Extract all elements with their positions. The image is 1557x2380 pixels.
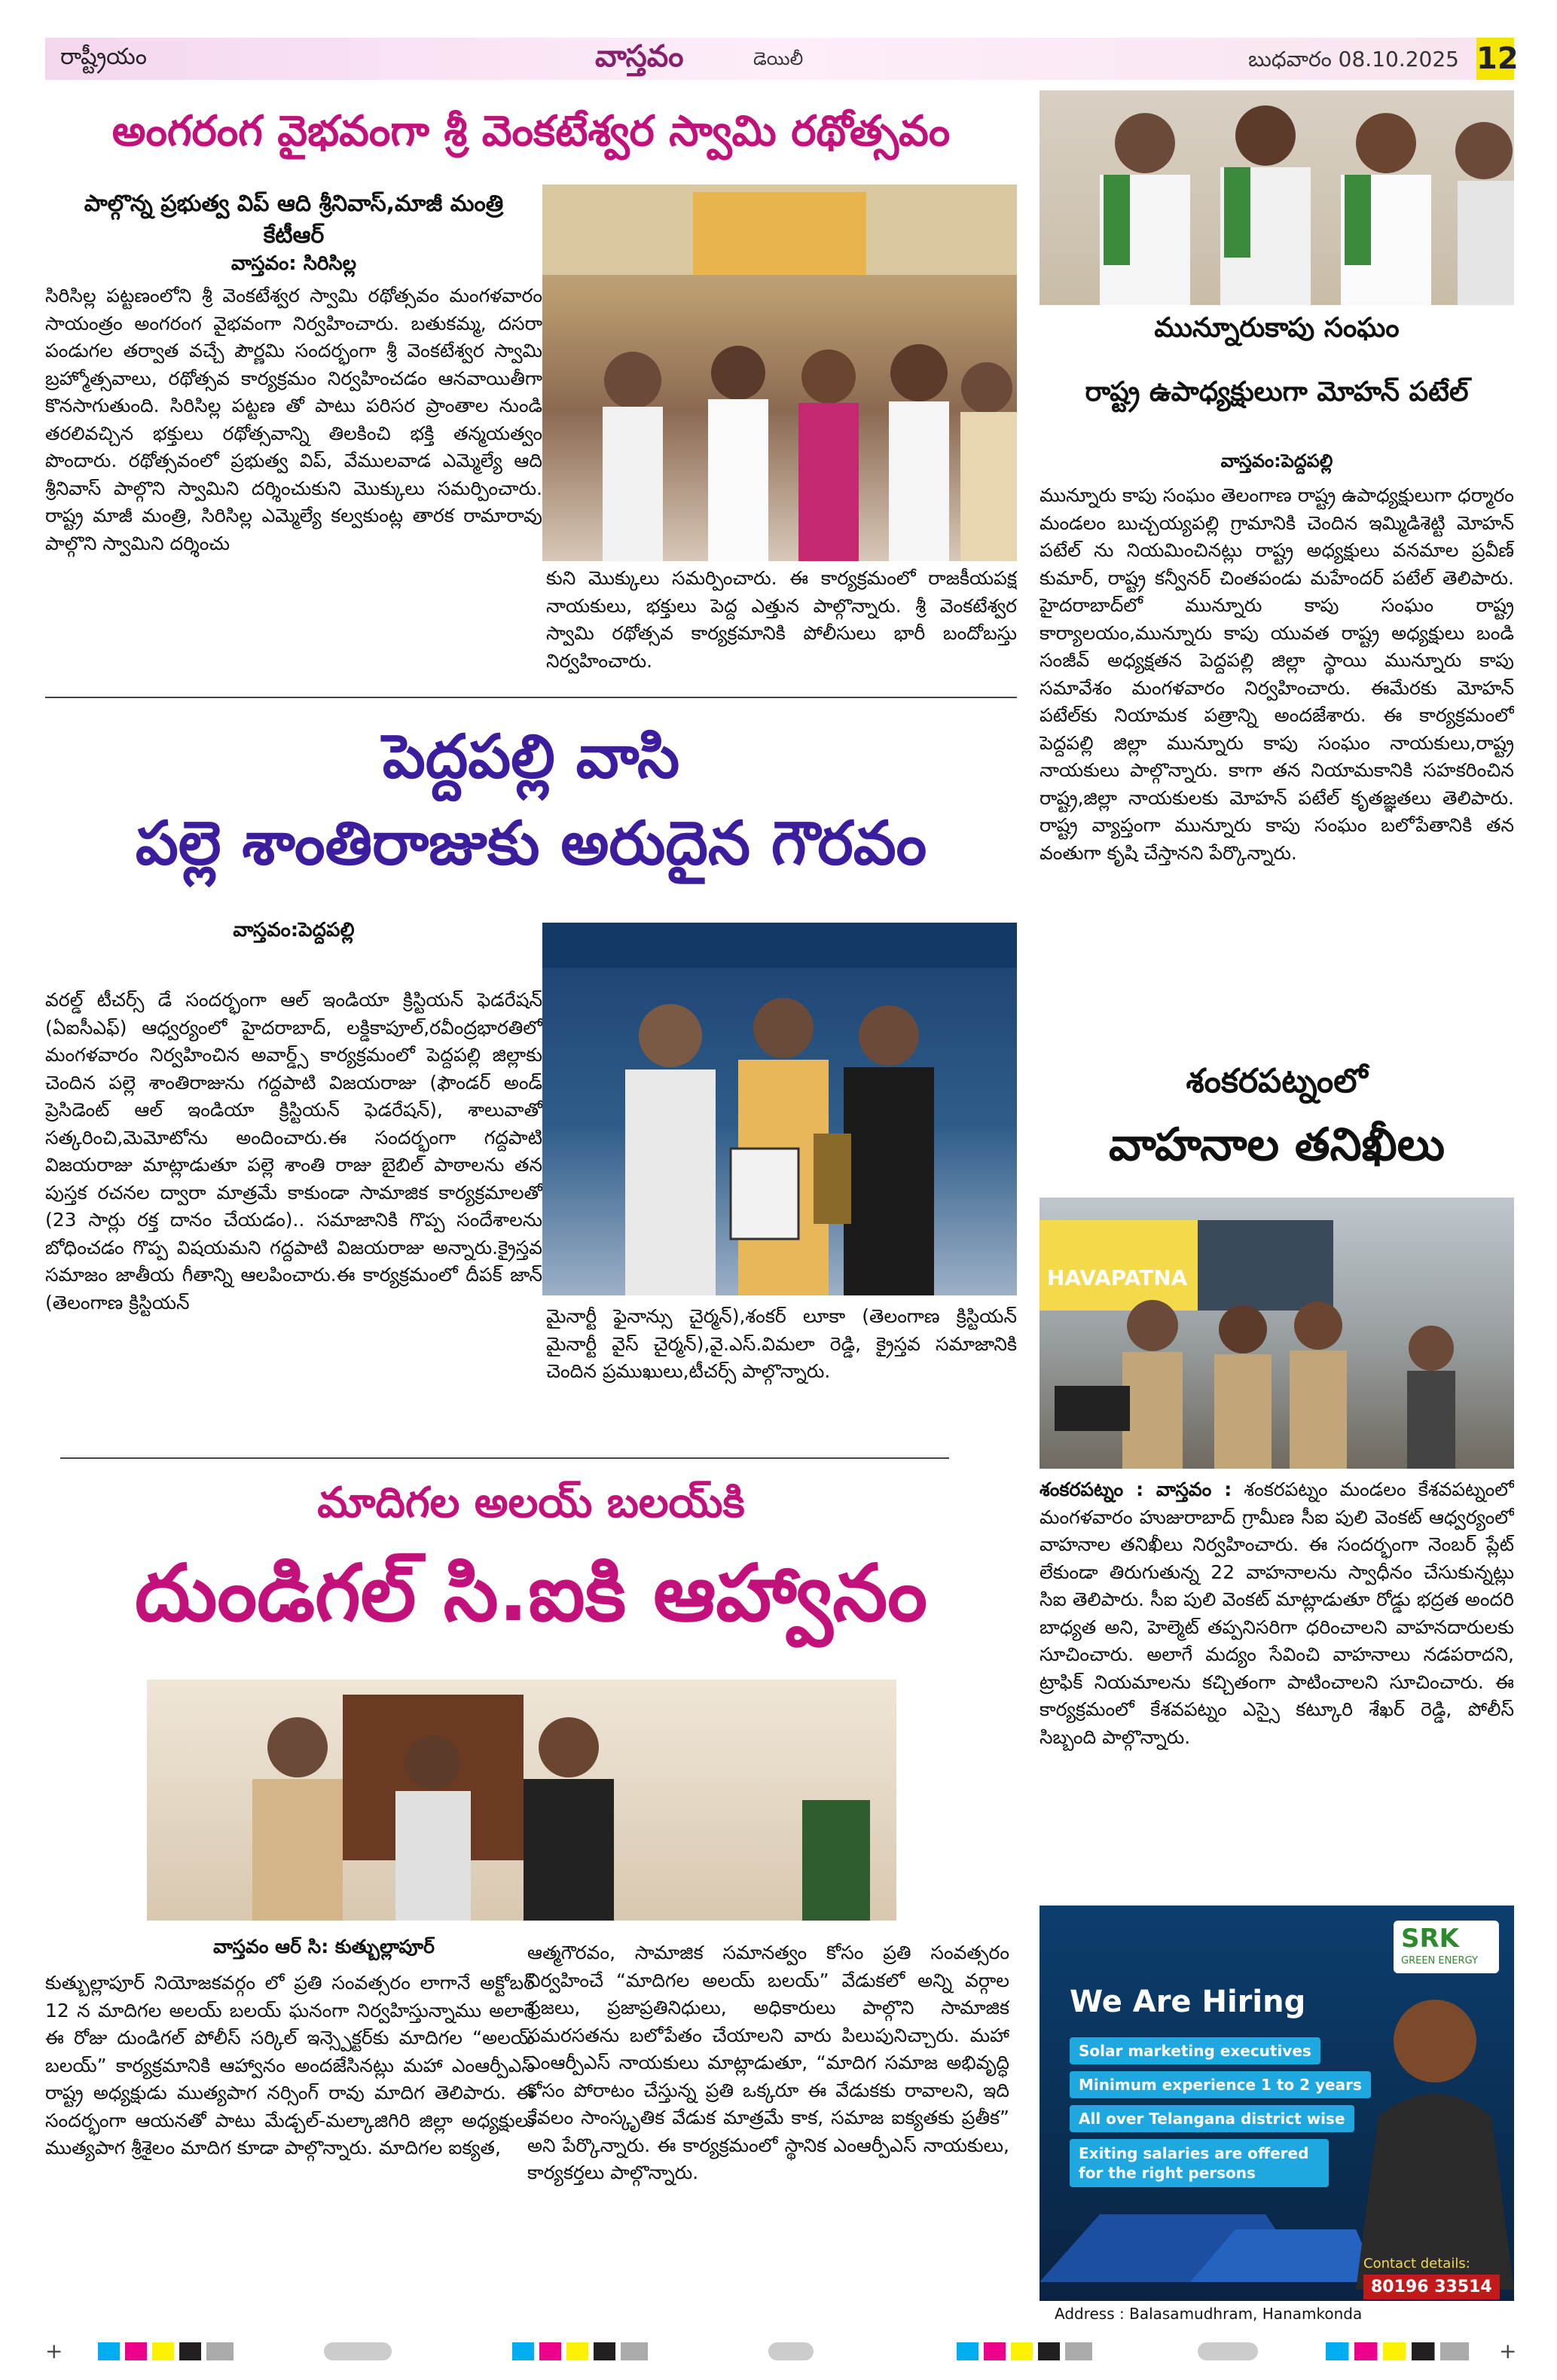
registration-mark: + <box>45 2339 63 2363</box>
photo-illustration <box>542 185 1017 561</box>
color-bar <box>957 2342 1092 2360</box>
color-bar <box>98 2342 234 2360</box>
section-label: రాష్ట్రీయం <box>60 44 147 70</box>
photo-illustration <box>542 923 1017 1295</box>
divider <box>45 697 1017 698</box>
story2-headline-line2: పల్లె శాంతిరాజుకు అరుదైన గౌరవం <box>135 808 927 878</box>
story3-dateline: వాస్తవం ఆర్ సి: కుత్బుల్లాపూర్ <box>213 1936 435 1957</box>
ad-address: Address : Balasamudhram, Hanamkonda <box>1040 2301 1514 2327</box>
ad-contact-label: Contact details: <box>1363 2256 1470 2272</box>
photo-shop-sign: HAVAPATNA <box>1047 1265 1188 1290</box>
story5-body <box>1040 1476 1514 1872</box>
story5-body-text: శంకరపట్నం మండలం కేశవపట్నంలో మంగళవారం హుజురాబాద్ గ్రామీణ సీఐ పులి వెంకట్ ఆధ్వర్యంలో వాహనాల తనిఖీలు నిర్వహించారు. ఈ సందర్భంగా నెంబర్ ప్లేట్ లేకుండా తిరుగుతున్న 22 వాహనాలను స్వాధీనం చేసుకున్నట్లు సిఐ తెలిపారు. సీఐ పులి వెంకట్ మాట్లాడుతూ రోడ్డు భద్రత అందరి బాధ్యత అని, హెల్మెట్ తప్పనిసరిగా ధరించాలని వాహనదారులకు సూచించారు. అలాగే మద్యం సేవించి వాహనాలు నడపరాదని, ట్రాఫిక్ నియమాలను కచ్చితంగా పాటించాలని సూచించారు. ఈ కార్యక్రమంలో కేశవపట్నం ఎస్సై కట్కూరి శేఖర్ రెడ్డి, పోలీస్ సిబ్బంది పాల్గొన్నారు. <box>1040 1478 1514 1748</box>
story2-body-right: మైనార్టీ ఫైనాన్సు చైర్మన్),శంకర్ లూకా (తెలంగాణ క్రిస్టియన్ మైనార్టీ వైస్ చైర్మన్),వై.ఎస్.విమలా రెడ్డి, క్రైస్తవ సమాజానికి చెందిన ప్రముఖులు,టీచర్స్ పాల్గొన్నారు. <box>546 1305 1017 1382</box>
story1-headline: అంగరంగ వైభవంగా శ్రీ వెంకటేశ్వర స్వామి రథోత్సవం <box>111 107 951 156</box>
ad-logo <box>1394 1921 1499 1973</box>
ad-bullet: Exiting salaries are offered for the right persons <box>1070 2139 1329 2187</box>
story3-headline: దుండిగల్ సి.ఐకి ఆహ్వానం <box>134 1547 928 1639</box>
story1-dateline: వాస్తవం: సిరిసిల్ల <box>230 252 357 275</box>
story1-subhead: పాల్గొన్న ప్రభుత్వ విప్ ఆది శ్రీనివాస్,మాజీ మంత్రి కేటీఆర్ <box>84 191 504 249</box>
story2-headline-line1: పెద్దపల్లి వాసి <box>382 722 680 792</box>
woman-illustration <box>1356 1988 1514 2290</box>
page-header <box>45 38 1512 80</box>
story4-headline-line1: మున్నూరుకాపు సంఘం <box>1154 313 1400 343</box>
story3-kicker: మాదిగల అలయ్ బలయ్‌కి <box>317 1478 745 1527</box>
story5-headline-line2: వాహనాల తనిఖీలు <box>1108 1118 1446 1171</box>
story5-headline-line1: శంకరపట్నంలో <box>1186 1062 1368 1100</box>
story3-body-left: కుత్బుల్లాపూర్ నియోజకవర్గం లో ప్రతి సంవత్సరం లాగానే అక్టోబర్ 12 న మాదిగల అలయ్ బలయ్ ఘనంగా నిర్వహిస్తున్నాము అలాగే ఈ రోజు దుండిగల్ పోలీస్ సర్కిల్ ఇన్స్పెక్టర్‌కు మాదిగల “అలయ్ బలయ్” కార్యక్రమానికి ఆహ్వానం అందజేసినట్లు మహా ఎంఆర్పీఎస్ రాష్ట్ర అధ్యక్షుడు ముత్యపాగ నర్సింగ్ రావు మాదిగ తెలిపారు. ఈ సందర్భంగా ఆయనతో పాటు మేడ్చల్-మల్కాజిగిరి జిల్లా అధ్యక్షులు ముత్యపాగ శ్రీశైలం మాదిగ కూడా పాల్గొన్నారు. మాదిగల ఐక్యత, <box>45 1972 535 2159</box>
color-bar <box>512 2342 648 2360</box>
munnuru-kapu-photo <box>1040 90 1514 305</box>
story4-dateline: వాస్తవం:పెద్దపల్లి <box>1220 450 1333 471</box>
story2-dateline: వాస్తవం:పెద్దపల్లి <box>233 919 355 941</box>
award-ceremony-photo <box>542 923 1017 1295</box>
ad-bullet: Minimum experience 1 to 2 years <box>1070 2071 1371 2098</box>
color-bar <box>324 2342 392 2360</box>
color-bar <box>768 2342 814 2360</box>
newspaper-masthead: వాస్తవం <box>595 39 684 74</box>
solar-panels-illustration <box>1040 2199 1378 2282</box>
photo-illustration <box>1040 1198 1514 1469</box>
story1-body-right: కుని మొక్కులు సమర్పించారు. ఈ కార్యక్రమంలో రాజకీయపక్ష నాయకులు, భక్తులు పెద్ద ఎత్తున పాల్గొన్నారు. శ్రీ వెంకటేశ్వర స్వామి రథోత్సవ కార్యక్రమానికి పోలీసులు భారీ బందోబస్తు నిర్వహించారు. <box>546 567 1017 672</box>
masthead-tag: డెయిలీ <box>753 48 804 69</box>
story2-body-left: వరల్డ్ టీచర్స్ డే సందర్భంగా ఆల్ ఇండియా క్రిస్టియన్ ఫెడరేషన్ (ఏఐసీఎఫ్) ఆధ్వర్యంలో హైదరాబాద్, లక్డికాపూల్,రవీంద్రభారతిలో మంగళవారం నిర్వహించిన అవార్డ్స్ కార్యక్రమంలో పెద్దపల్లి జిల్లాకు చెందిన పల్లె శాంతిరాజును గద్దపాటి విజయరాజు (ఫౌండర్ అండ్ ప్రెసిడెంట్ ఆల్ ఇండియా క్రిస్టియన్ ఫెడరేషన్), శాలువాతో సత్కరించి,మెమోటోను అందించారు.ఈ సందర్భంగా గద్దపాటి విజయరాజు మాట్లాడుతూ పల్లె శాంతి రాజు బైబిల్ పాఠాలను తన పుస్తక రచనల ద్వారా మాత్రమే కాకుండా సామాజిక కార్యక్రమాలతో (23 సార్లు రక్త దానం చేయడం).. సమాజానికి గొప్ప సందేశాలను బోధించడం గొప్ప విషయమని గద్దపాటి విజయరాజు అన్నారు.క్రైస్తవ సమాజం జాతీయ గీతాన్ని ఆలపించారు.ఈ కార్యక్రమంలో దీపక్ జాన్ (తెలంగాణ క్రిస్టియన్ <box>45 989 542 1314</box>
color-bar <box>1326 2342 1469 2360</box>
color-bar <box>1198 2342 1258 2360</box>
issue-date: బుధవారం 08.10.2025 <box>1248 47 1459 72</box>
ad-bullet: All over Telangana district wise <box>1070 2105 1354 2132</box>
photo-illustration <box>147 1680 896 1921</box>
temple-festival-photo <box>542 185 1017 561</box>
ad-brand-sub: GREEN ENERGY <box>1401 1955 1478 1967</box>
photo-illustration <box>1040 90 1514 305</box>
ad-bullet: Solar marketing executives <box>1070 2037 1320 2064</box>
story3-body-right: ఆత్మగౌరవం, సామాజిక సమానత్వం కోసం ప్రతి సంవత్సరం నిర్వహించే “మాదిగల అలయ్ బలయ్” వేడుకలో అన్ని వర్గాల ప్రజలు, ప్రజాప్రతినిధులు, అధికారులు పాల్గొని సామాజిక సమరసతను బలోపేతం చేయాలని వారు పిలుపునిచ్చారు. మహా ఎంఆర్పీఎస్ నాయకులు మాట్లాడుతూ, “మాదిగ సమాజ అభివృద్ధి కోసం పోరాటం చేస్తున్న ప్రతి ఒక్కరూ ఈ వేడుకకు రావాలని, ఇది కేవలం సాంస్కృతిక వేడుక మాత్రమే కాక, సమాజ ఐక్యతకు ప్రతీక” అని పేర్కొన్నారు. ఈ కార్యక్రమంలో స్థానిక ఎంఆర్పీఎస్ నాయకులు, కార్యకర్తలు పాల్గొన్నారు. <box>527 1942 1009 2183</box>
story5-dateline: శంకరపట్నం : వాస్తవం : <box>1040 1478 1232 1500</box>
ad-brand: SRK <box>1401 1924 1460 1954</box>
story4-headline-line2: రాష్ట్ర ఉపాధ్యక్షులుగా మోహన్ పటేల్ <box>1085 377 1469 407</box>
srk-hiring-ad <box>1040 1906 1514 2327</box>
story4-body: మున్నూరు కాపు సంఘం తెలంగాణ రాష్ట్ర ఉపాధ్యక్షులుగా ధర్మారం మండలం బుచ్చయ్యపల్లి గ్రామానికి చెందిన ఇమ్మిడిశెట్టి మోహన్ పటేల్ ను నియమించినట్లు రాష్ట్ర అధ్యక్షులు వనమాల ప్రవీణ్ కుమార్, రాష్ట్ర కన్వీనర్ చింతపండు మహేందర్ పటేల్ తెలిపారు. హైదరాబాద్‌లో మున్నూరు కాపు సంఘం రాష్ట్ర కార్యాలయం,మున్నూరు కాపు యువత రాష్ట్ర అధ్యక్షులు బండి సంజీవ్ అధ్యక్షతన పెద్దపల్లి జిల్లా స్థాయి మున్నూరు కాపు సమావేశం మంగళవారం నిర్వహించారు. ఈమేరకు మోహన్ పటేల్‌కు నియామక పత్రాన్ని అందజేశారు. ఈ కార్యక్రమంలో పెద్దపల్లి జిల్లా మున్నూరు కాపు సంఘం నాయకులు,రాష్ట్ర నాయకులు పాల్గొన్నారు. కాగా తన నియామకానికి సహకరించిన రాష్ట్ర,జిల్లా నాయకులకు మోహన్ పటేల్ కృతజ్ఞతలు తెలిపారు. రాష్ట్ర వ్యాప్తంగా మున్నూరు కాపు సంఘం బలోపేతానికి తన వంతుగా కృషి చేస్తానని పేర్కొన్నారు. <box>1040 484 1514 864</box>
invitation-photo <box>147 1680 896 1921</box>
vehicle-check-photo <box>1040 1198 1514 1469</box>
divider <box>60 1457 949 1459</box>
ad-phone: 80196 33514 <box>1363 2275 1500 2299</box>
registration-mark: + <box>1499 2339 1517 2363</box>
ad-headline: We Are Hiring <box>1070 1985 1306 2019</box>
story1-body-left: సిరిసిల్ల పట్టణంలోని శ్రీ వెంకటేశ్వర స్వామి రథోత్సవం మంగళవారం సాయంత్రం అంగరంగ వైభవంగా నిర్వహించారు. బతుకమ్మ, దసరా పండుగల తర్వాత వచ్చే పౌర్ణమి సందర్భంగా శ్రీ వెంకటేశ్వర స్వామి బ్రహ్మోత్సవాలు, రథోత్సవ కార్యక్రమం నిర్వహించడం ఆనవాయితీగా కొనసాగుతుంది. సిరిసిల్ల పట్టణ తో పాటు పరిసర ప్రాంతాల నుండి తరలివచ్చిన భక్తులు రథోత్సవాన్ని తిలకించి భక్తి తన్మయత్వం పొందారు. రథోత్సవంలో ప్రభుత్వ విప్, వేములవాడ ఎమ్మెల్యే ఆది శ్రీనివాస్ పాల్గొని స్వామిని దర్శించుకుని మొక్కులు సమర్పించారు. రాష్ట్ర మాజీ మంత్రి, సిరిసిల్ల ఎమ్మెల్యే కల్వకుంట్ల తారక రామారావు పాల్గొని స్వామిని దర్శించు <box>45 285 542 554</box>
page-number: 12 <box>1476 38 1514 80</box>
